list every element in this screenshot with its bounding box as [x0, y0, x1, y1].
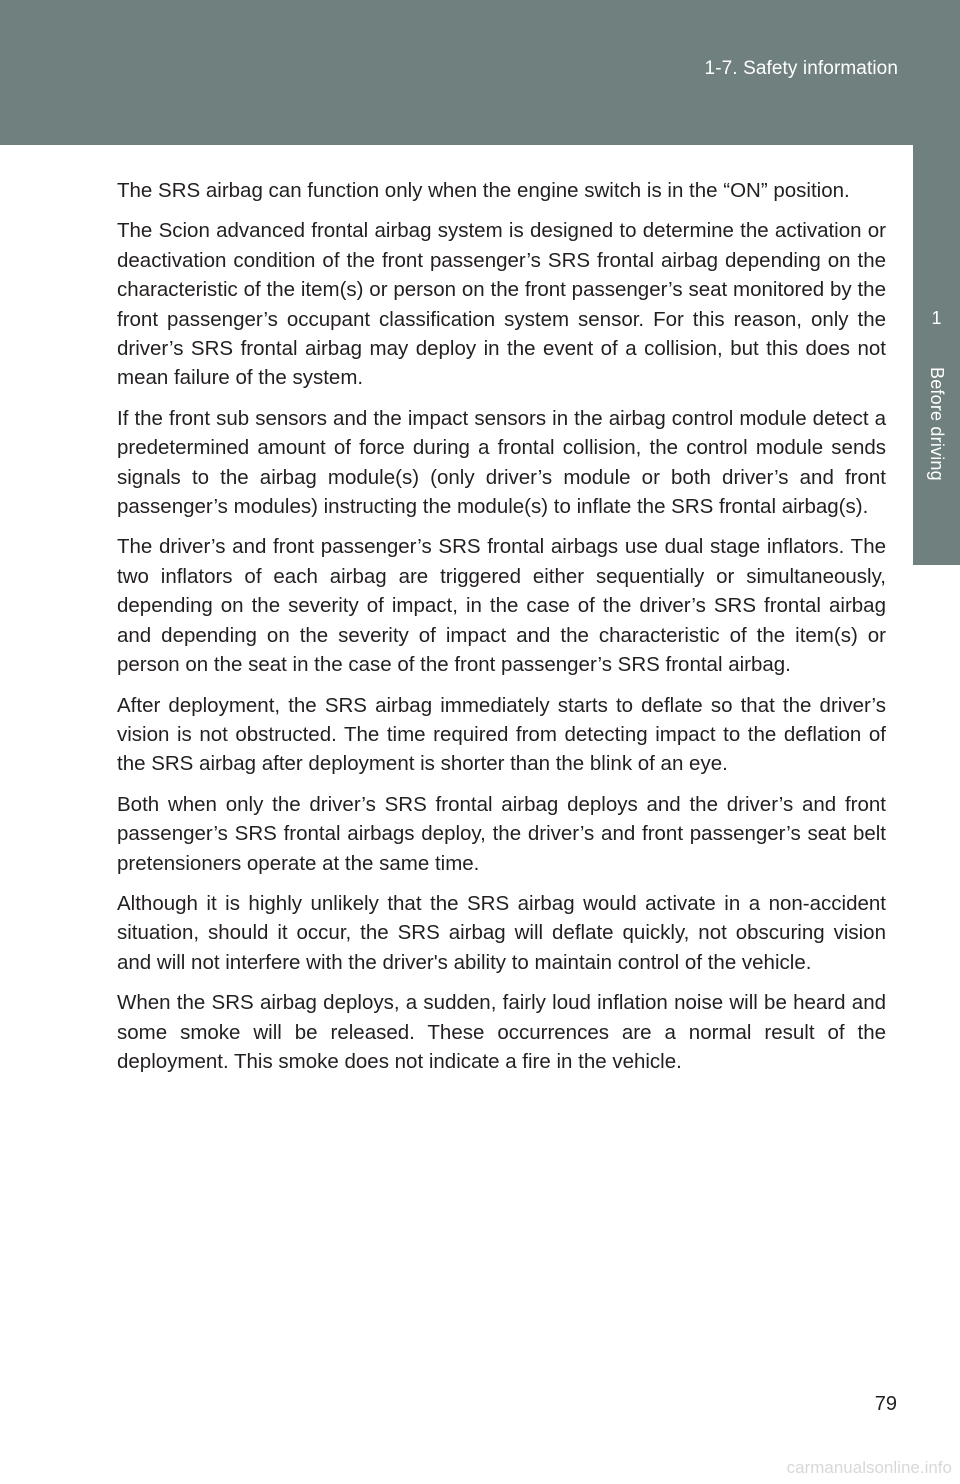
watermark: carmanualsonline.info [786, 1458, 952, 1477]
header-band [0, 0, 960, 145]
paragraph: The Scion advanced frontal airbag system is designed to determine the activation or deactivation condition of the front passenger’s SRS frontal airbag depending on the characteristic of the item(s) or person on the front passenger’s seat monitored by the front passenger’s occupant classification system sensor. For this reason, only the driver’s SRS frontal airbag may deploy in the event of a collision, but this does not mean failure of the system. [117, 219, 886, 390]
page-number: 79 [874, 1393, 897, 1415]
paragraph: The driver’s and front passenger’s SRS frontal airbags use dual stage inflators. The two inflators of each airbag are triggered either sequentially or simultaneously, depending on the severity of impact, in the case of the driver’s SRS frontal airbag and depending on the severity of impact and the characteristic of the item(s) or person on the seat in the case of the front passenger’s SRS frontal airbag. [117, 535, 886, 677]
paragraph: After deployment, the SRS airbag immediately starts to deflate so that the driver’s vision is not obstructed. The time required from detecting impact to the deflation of the SRS airbag after deployment is shorter than the blink of an eye. [117, 693, 886, 776]
paragraph: When the SRS airbag deploys, a sudden, fairly loud inflation noise will be heard and some smoke will be released. These occurrences are a normal result of the deployment. This smoke does not indicate a fire in the vehicle. [117, 991, 886, 1073]
chapter-number: 1 [931, 308, 942, 328]
paragraph: Although it is highly unlikely that the SRS airbag would activate in a non-accident situation, should it occur, the SRS airbag will deflate quickly, not obscuring vision and will not interfere with the driver's ability to maintain control of the vehicle. [117, 891, 886, 974]
section-title: 1-7. Safety information [704, 58, 898, 79]
paragraph: If the front sub sensors and the impact sensors in the airbag control module detect a predetermined amount of force during a frontal collision, the control module sends signals to the airbag module(s) (only driver’s module or both driver’s and front passenger’s modules) instructing the module(s) to inflate the SRS frontal airbag(s). [117, 406, 886, 519]
paragraph: Both when only the driver’s SRS frontal airbag deploys and the driver’s and front passenger’s SRS frontal airbags deploy, the driver’s and front passenger’s seat belt pretensioners operate at the same time. [117, 792, 886, 875]
paragraph: The SRS airbag can function only when the engine switch is in the “ON” position. [117, 179, 850, 202]
chapter-label: Before driving [927, 367, 947, 481]
body-text [117, 176, 886, 1087]
chapter-tab [913, 145, 960, 565]
